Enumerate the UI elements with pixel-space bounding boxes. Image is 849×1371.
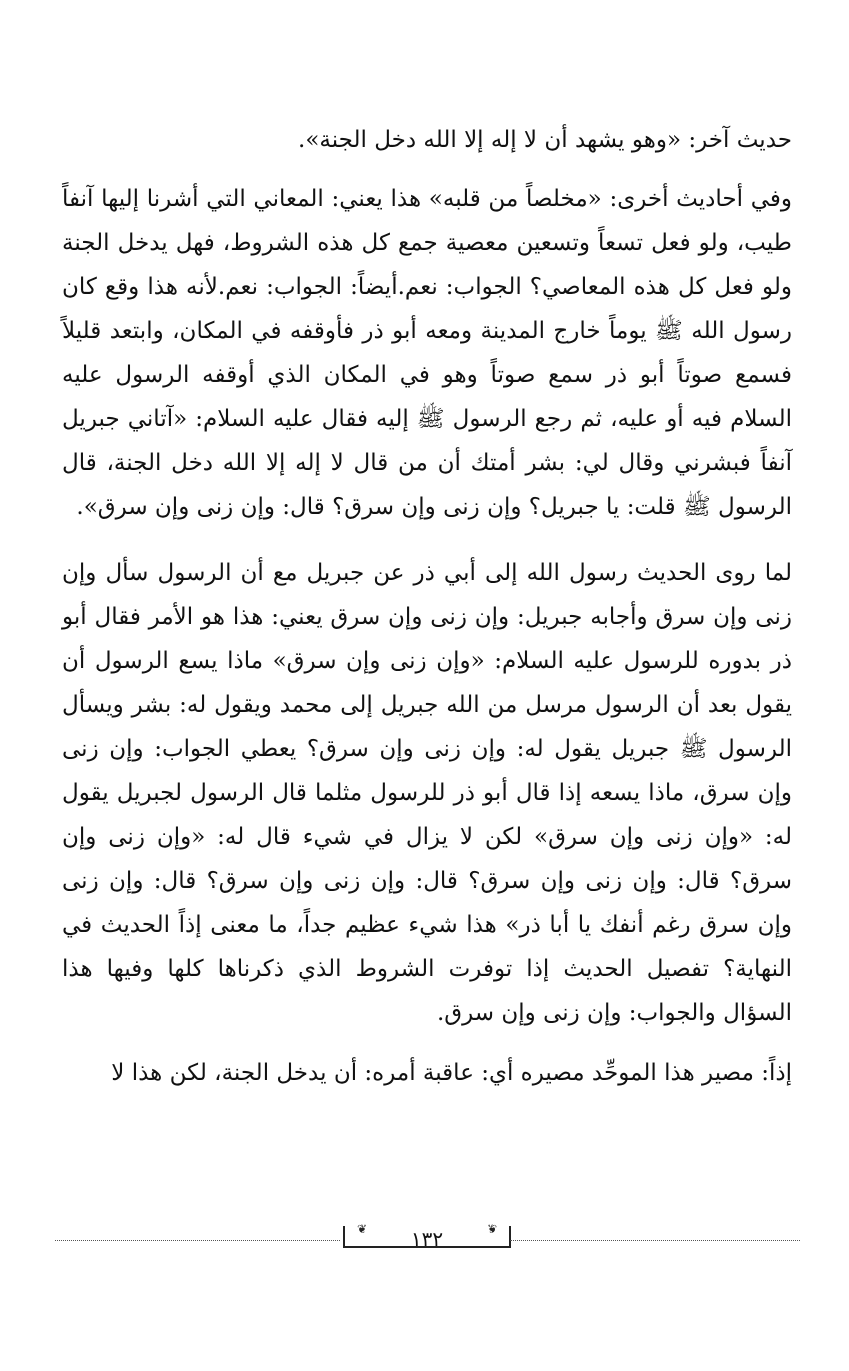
paragraph-4: إذاً: مصير هذا الموحِّد مصيره أي: عاقبة أمره: أن يدخل الجنة، لكن هذا لا (111, 1060, 792, 1086)
footer-rule-right (510, 1240, 800, 1241)
page-footer (55, 1222, 800, 1251)
ornament-icon: ❦ (357, 1222, 368, 1236)
paragraph-3: لما روى الحديث رسول الله إلى أبي ذر عن جبريل مع أن الرسول سأل وإن زنى وإن سرق وأجابه جبريل: وإن زنى وإن سرق يعني: هذا هو الأمر فقال أبو ذر بدوره للرسول عليه السلام: «وإن زنى وإن سرق» ماذا يسع الرسول أن يقول بعد أن الرسول مرسل من الله جبريل إلى محمد ويقول له: بشر ويسأل الرسول ﷺ جبريل يقول له: وإن زنى وإن سرق؟ يعطي الجواب: وإن زنى وإن سرق، ماذا يسعه إذا قال أبو ذر للرسول مثلما قال الرسول لجبريل يقول له: «وإن زنى وإن سرق» لكن لا يزال في شيء قال له: «وإن زنى وإن سرق؟ قال: وإن زنى وإن سرق؟ قال: وإن زنى وإن سرق؟ قال: وإن زنى وإن سرق رغم أنفك يا أبا ذر» هذا شيء عظيم جداً، ما معنى إذاً الحديث في النهاية؟ تفصيل الحديث إذا توفرت الشروط الذي ذكرناها كلها وفيها هذا السؤال والجواب: وإن زنى وإن سرق. (62, 560, 793, 1026)
paragraph-1: حديث آخر: «وهو يشهد أن لا إله إلا الله دخل الجنة». (298, 127, 792, 153)
page-number: ١٣٢ (410, 1227, 444, 1251)
footer-rule-left (55, 1240, 340, 1241)
ornament-icon: ❦ (486, 1222, 497, 1236)
page-number-box (343, 1222, 511, 1251)
paragraph-2: وفي أحاديث أخرى: «مخلصاً من قلبه» هذا يعني: المعاني التي أشرنا إليها آنفاً طيب، ولو فعل تسعاً وتسعين معصية جمع كل هذه الشروط، فهل يدخل الجنة ولو فعل كل هذه المعاصي؟ الجواب: نعم.أيضاً: الجواب: نعم.لأنه هذا وقع كان رسول الله ﷺ يوماً خارج المدينة ومعه أبو ذر فأوقفه في المكان، وابتعد قليلاً فسمع صوتاً أبو ذر سمع صوتاً وهو في المكان الذي أوقفه الرسول عليه السلام فيه أو عليه، ثم رجع الرسول ﷺ إليه فقال عليه السلام: «آتاني جبريل آنفاً فبشرني وقال لي: بشر أمتك أن من قال لا إله إلا الله دخل الجنة، قال الرسول ﷺ قلت: يا جبريل؟ وإن زنى وإن سرق؟ قال: وإن زنى وإن سرق». (62, 186, 792, 520)
page-body (62, 118, 792, 1095)
